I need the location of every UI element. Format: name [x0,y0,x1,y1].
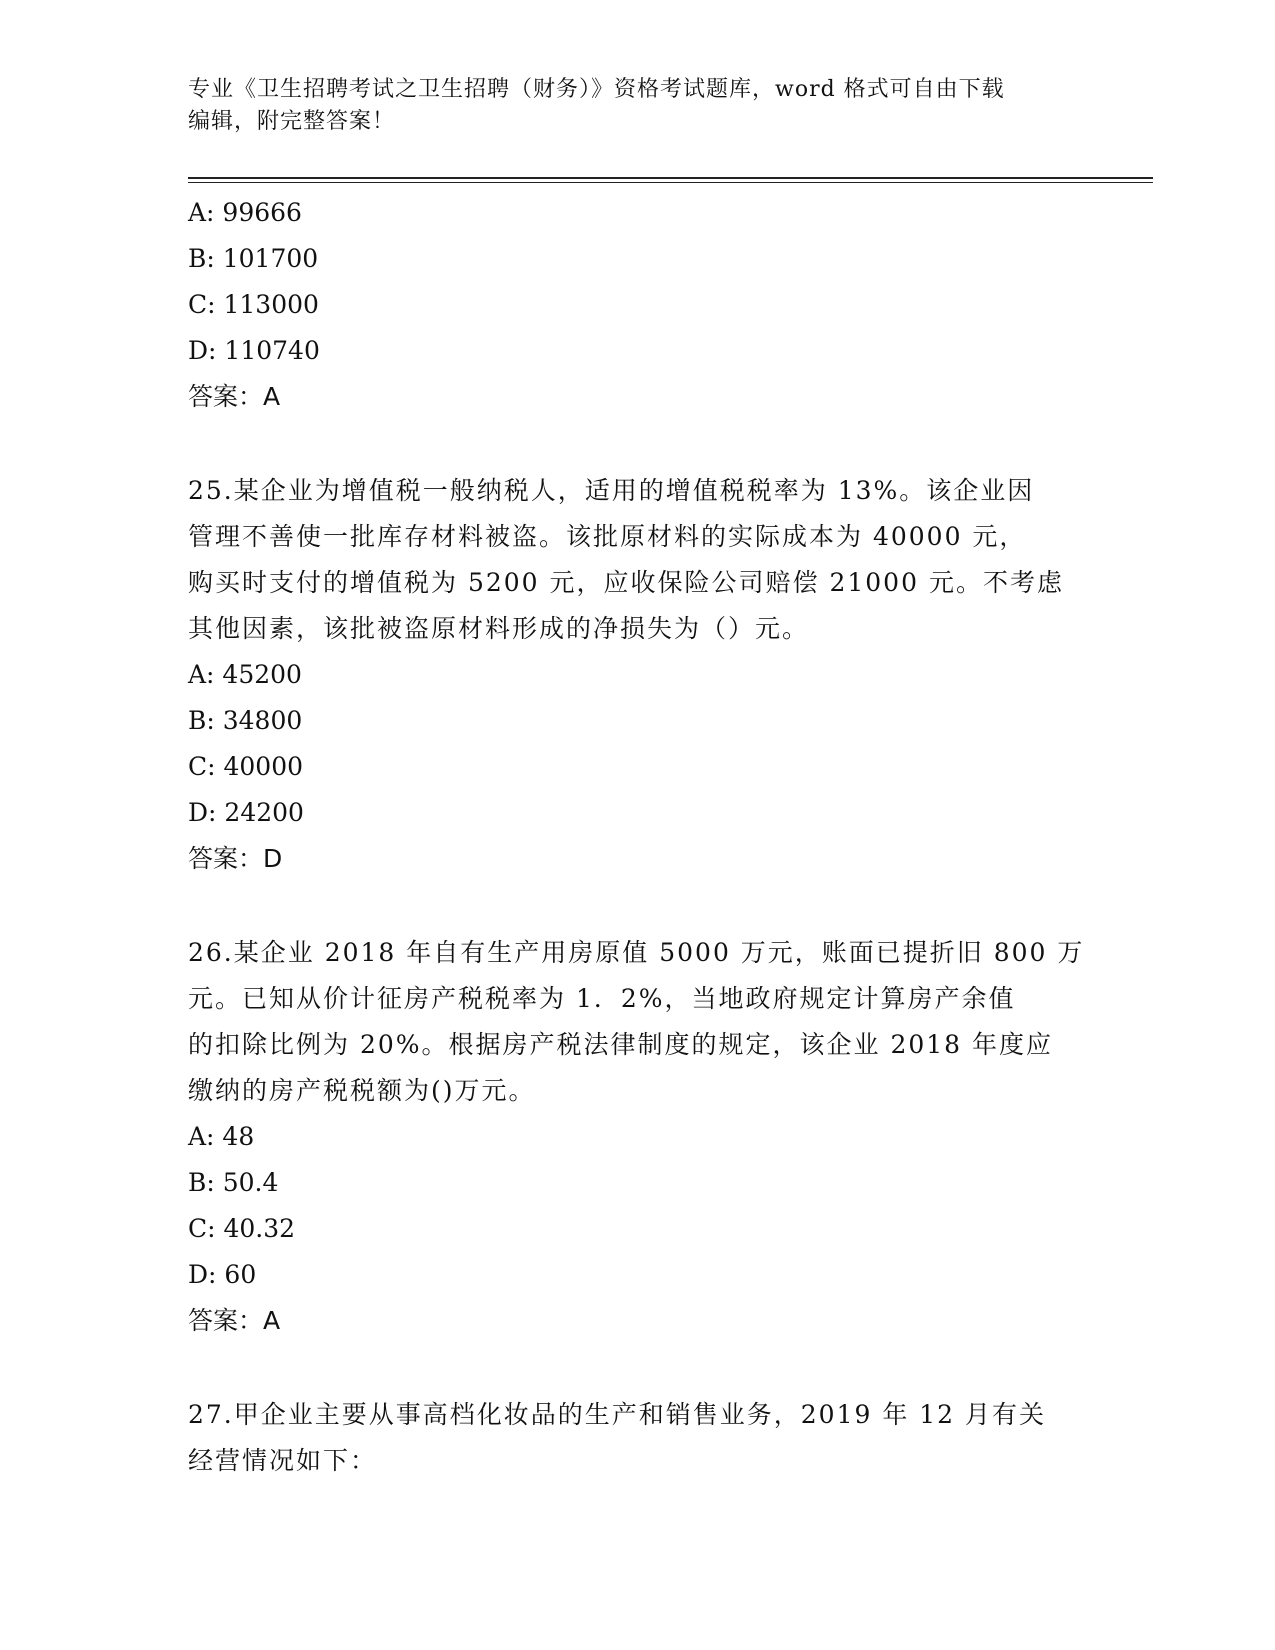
question-26 [188,930,1088,1344]
option-a: A: 45200 [188,660,302,689]
question-line: 管理不善使一批库存材料被盗。该批原材料的实际成本为 40000 元， [188,522,1027,551]
question-line: 缴纳的房产税税额为()万元。 [188,1076,536,1105]
question-line: 购买时支付的增值税为 5200 元，应收保险公司赔偿 21000 元。不考虑 [188,568,1064,597]
page-header [188,74,1088,138]
answer-line: 答案：A [188,382,281,411]
question-line: 的扣除比例为 20%。根据房产税法律制度的规定，该企业 2018 年度应 [188,1030,1054,1059]
question-line: 其他因素，该批被盗原材料形成的净损失为（）元。 [188,614,810,643]
question-line: 经营情况如下： [188,1446,378,1475]
option-c: C: 40000 [188,752,304,781]
option-d: D: 24200 [188,798,304,827]
option-c: C: 113000 [188,290,319,319]
question-line: 27.甲企业主要从事高档化妆品的生产和销售业务，2019 年 12 月有关 [188,1400,1047,1429]
question-line: 元。已知从价计征房产税税率为 1．2%，当地政府规定计算房产余值 [188,984,1016,1013]
question-text [188,1392,1088,1484]
header-line-2: 编辑，附完整答案！ [188,109,396,134]
question-24 [188,190,1088,420]
header-divider [188,177,1153,183]
question-text [188,930,1088,1114]
header-line-1: 专业《卫生招聘考试之卫生招聘（财务）》资格考试题库，word 格式可自由下载 [188,77,1005,102]
option-b: B: 34800 [188,706,303,735]
option-b: B: 101700 [188,244,319,273]
option-d: D: 60 [188,1260,257,1289]
option-c: C: 40.32 [188,1214,296,1243]
answer-line: 答案：D [188,844,283,873]
document-content [188,190,1088,1484]
answer-line: 答案：A [188,1306,281,1335]
question-line: 25.某企业为增值税一般纳税人，适用的增值税税率为 13%。该企业因 [188,476,1035,505]
question-text [188,468,1088,652]
question-line: 26.某企业 2018 年自有生产用房原值 5000 万元，账面已提折旧 800 万 [188,938,1085,967]
option-d: D: 110740 [188,336,320,365]
option-a: A: 48 [188,1122,255,1151]
question-27 [188,1392,1088,1484]
option-a: A: 99666 [188,198,302,227]
question-25 [188,468,1088,882]
option-b: B: 50.4 [188,1168,279,1197]
